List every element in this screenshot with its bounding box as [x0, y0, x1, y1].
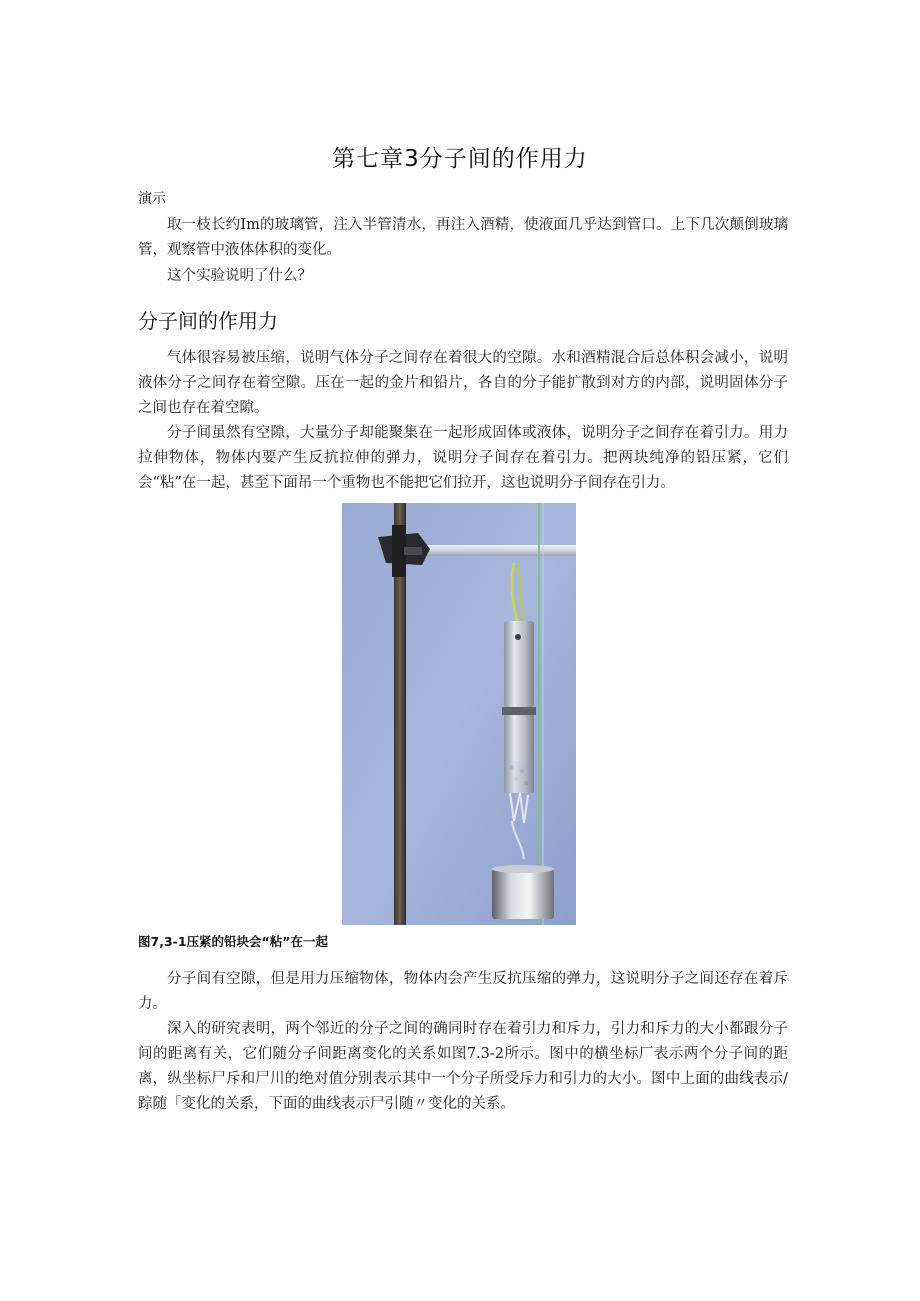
figure-caption: 图7,3-1压紧的铅块会“粘”在一起: [138, 934, 328, 949]
demo-label: 演示: [138, 191, 166, 207]
section-paragraph-1: 气体很容易被压缩，说明气体分子之间存在着很大的空隙。水和酒精混合后总体积会减小，说明液体分子之间存在着空隙。压在一起的金片和铅片，各自的分子能扩散到对方的内部，说明固体分子之间也存在着空隙。: [138, 350, 788, 416]
chapter-title: 第七章3分子间的作用力: [332, 146, 588, 172]
lead-blocks-photo: [342, 503, 576, 925]
demo-paragraph-1: 取一枝长约Im的玻璃管，注入半管清水，再注入酒精，使液面几乎达到管口。上下几次颠倒玻璃管，观察管中液体体积的变化。: [138, 217, 788, 258]
section-heading: 分子间的作用力: [138, 309, 278, 333]
section-paragraph-2: 分子间虽然有空隙，大量分子却能聚集在一起形成固体或液体，说明分子之间存在着引力。用力拉伸物体，物体内要产生反抗拉伸的弹力，说明分子间存在着引力。把两块纯净的铅压紧，它们会“粘”在一起，甚至下面吊一个重物也不能把它们拉开，这也说明分子间存在引力。: [138, 425, 788, 491]
continuation-paragraph-1: 分子间有空隙，但是用力压缩物体，物体内会产生反抗压缩的弹力，这说明分子之间还存在着斥力。: [138, 971, 788, 1012]
demo-paragraph-2: 这个实验说明了什么？: [167, 268, 312, 284]
continuation-paragraph-2: 深入的研究表明，两个邻近的分子之间的确同时存在着引力和斥力，引力和斥力的大小都跟分子间的距离有关，它们随分子间距离变化的关系如图7.3-2所示。图中的横坐标厂表示两个分子间的距离，纵坐标尸斥和尸川的绝对值分别表示其中一个分子所受斥力和引力的大小。图中上面的曲线表示/踪随「变化的关系，下面的曲线表示尸引随〃变化的关系。: [138, 1021, 788, 1112]
